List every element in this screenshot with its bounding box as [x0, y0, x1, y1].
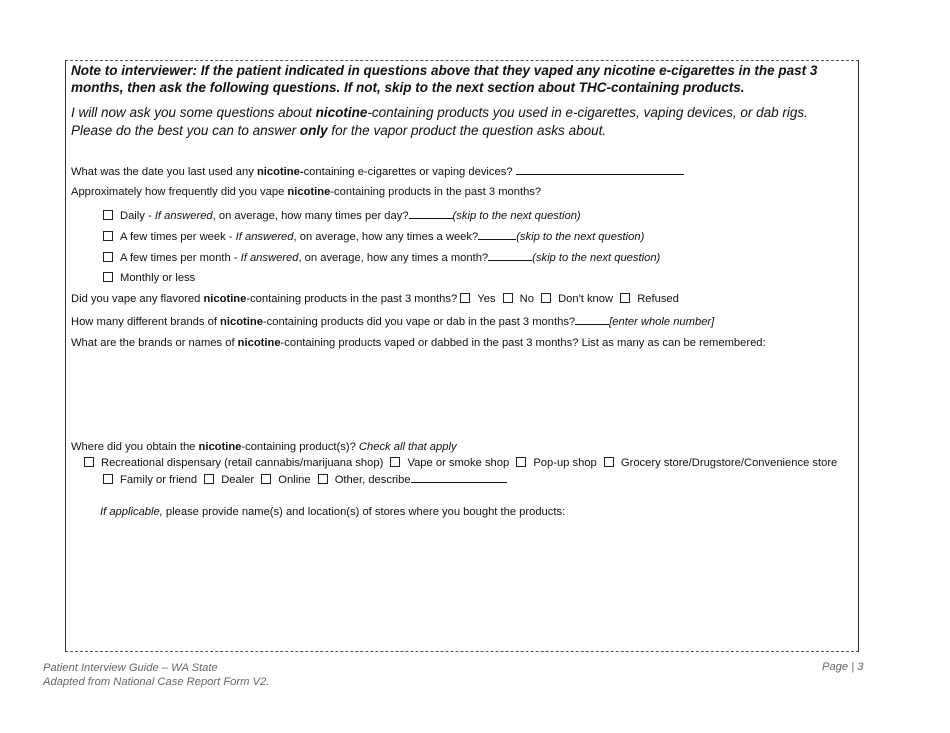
checkbox-no[interactable]: [503, 293, 513, 303]
times-per-day-input[interactable]: [409, 208, 453, 219]
note-to-interviewer: Note to interviewer: If the patient indicated in questions above that they vaped any nicotine e-cigarettes in the past 3 months, then ask the following questions. If not, skip to the next section about THC-containing products.: [71, 63, 818, 95]
times-per-week-input[interactable]: [478, 229, 516, 240]
checkbox-dealer[interactable]: [204, 474, 214, 484]
question-obtain-source: Where did you obtain the nicotine-containing product(s)? Check all that apply: [71, 441, 457, 453]
question-brands-count: How many different brands of nicotine-containing products did you vape or dab in the past 3 months? [enter whole number]: [71, 316, 715, 328]
frequency-option-monthly-or-less: Monthly or less: [103, 271, 195, 285]
question-frequency: Approximately how frequently did you vape nicotine-containing products in the past 3 months?: [71, 186, 542, 198]
checkbox-other[interactable]: [318, 474, 328, 484]
intro-text: I will now ask you some questions about nicotine-containing products you used in e-cigarettes, vaping devices, or dab rigs. Please do the best you can to answer only for the vapor product the question asks about.: [71, 105, 808, 138]
footer-text: Patient Interview Guide – WA State Adapted from National Case Report Form V2.: [43, 662, 270, 688]
checkbox-refused[interactable]: [620, 293, 630, 303]
obtain-options-row-1: Recreational dispensary (retail cannabis/marijuana shop) Vape or smoke shop Pop-up shop Grocery store/Drugstore/Convenience store: [84, 456, 837, 470]
question-store-names: If applicable, please provide name(s) and location(s) of stores where you bought the products:: [100, 506, 566, 518]
checkbox-grocery-store[interactable]: [604, 457, 614, 467]
frequency-option-week: A few times per week - If answered, on average, how any times a week? (skip to the next question): [103, 229, 644, 244]
times-per-month-input[interactable]: [488, 250, 532, 261]
checkbox-monthly-or-less[interactable]: [103, 272, 113, 282]
store-names-answer-area[interactable]: [100, 524, 840, 639]
question-brands-names: What are the brands or names of nicotine-containing products vaped or dabbed in the past 3 months? List as many as can be remembered:: [71, 337, 766, 349]
brands-count-input[interactable]: [575, 314, 609, 325]
question-last-used: What was the date you last used any nicotine-containing e-cigarettes or vaping devices?: [71, 164, 684, 179]
frequency-option-daily: Daily - If answered, on average, how many times per day? (skip to the next question): [103, 208, 581, 223]
checkbox-pop-up-shop[interactable]: [516, 457, 526, 467]
checkbox-vape-smoke-shop[interactable]: [390, 457, 400, 467]
frequency-option-month: A few times per month - If answered, on average, how any times a month? (skip to the next question): [103, 250, 660, 265]
checkbox-online[interactable]: [261, 474, 271, 484]
obtain-options-row-2: Family or friend Dealer Online Other, describe: [103, 472, 507, 487]
checkbox-daily[interactable]: [103, 210, 113, 220]
brands-names-answer-area[interactable]: [71, 354, 831, 434]
page-number: Page | 3: [822, 661, 864, 673]
other-describe-input[interactable]: [411, 472, 507, 483]
checkbox-yes[interactable]: [460, 293, 470, 303]
checkbox-recreational-dispensary[interactable]: [84, 457, 94, 467]
checkbox-dont-know[interactable]: [541, 293, 551, 303]
question-flavored: Did you vape any flavored nicotine-containing products in the past 3 months? Yes No Don't know Refused: [71, 293, 679, 305]
checkbox-week[interactable]: [103, 231, 113, 241]
last-used-date-input[interactable]: [516, 164, 684, 175]
checkbox-family-friend[interactable]: [103, 474, 113, 484]
checkbox-month[interactable]: [103, 252, 113, 262]
